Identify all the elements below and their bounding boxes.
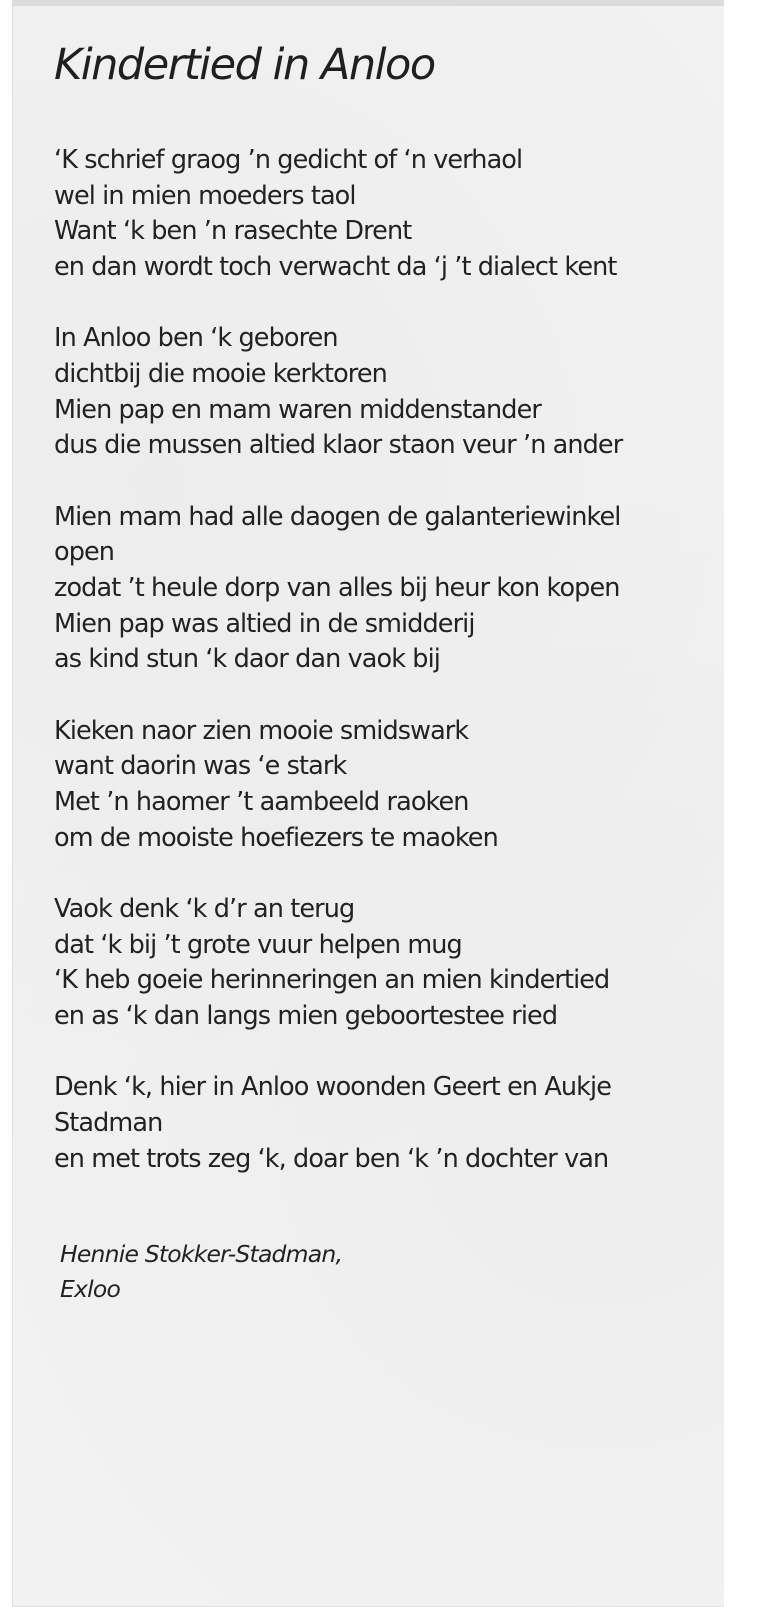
poem-line: want daorin was ‘e stark	[54, 751, 347, 782]
poem-line: en as ‘k dan langs mien geboortestee ried	[54, 1000, 558, 1031]
poem-line: ‘K schrief graog ’n gedicht of ‘n verhaol	[54, 145, 523, 175]
poem-line: Mien pap en mam waren middenstander	[54, 394, 541, 425]
author-place: Exloo	[60, 1275, 121, 1303]
poem-title: Kindertied in Anloo	[54, 40, 435, 90]
author-name: Hennie Stokker-Stadman,	[60, 1240, 343, 1268]
poem-line: Denk ‘k, hier in Anloo woonden Geert en Aukje	[54, 1072, 612, 1103]
poem-body	[54, 143, 734, 1213]
top-rule	[12, 0, 746, 6]
poem-line: dus die mussen altied klaor staon veur ’n ander	[54, 430, 623, 461]
stanza	[54, 714, 734, 856]
poem-line: Kieken naor zien mooie smidswark	[54, 715, 469, 746]
poem-line: Mien mam had alle daogen de galanteriewinkel	[54, 501, 621, 532]
stanza	[54, 143, 734, 285]
stanza	[54, 1070, 734, 1177]
poem-line: ‘K heb goeie herinneringen an mien kindertied	[54, 965, 610, 996]
poem-line: dat ‘k bij ’t grote vuur helpen mug	[54, 929, 462, 960]
poem-line: en dan wordt toch verwacht da ‘j ’t dialect kent	[54, 251, 617, 282]
author-signature	[60, 1237, 342, 1307]
newspaper-clipping	[12, 0, 746, 1607]
poem-line: Want ‘k ben ’n rasechte Drent	[54, 216, 412, 247]
poem-line: zodat ’t heule dorp van alles bij heur kon kopen	[54, 572, 620, 603]
stanza	[54, 500, 734, 678]
stanza	[54, 321, 734, 463]
poem-line: dichtbij die mooie kerktoren	[54, 358, 387, 389]
poem-line: en met trots zeg ‘k, doar ben ‘k ’n dochter van	[54, 1143, 609, 1174]
poem-line: as kind stun ‘k daor dan vaok bij	[54, 644, 440, 675]
poem-line: Stadman	[54, 1108, 163, 1139]
poem-line: om de mooiste hoefiezers te maoken	[54, 822, 498, 853]
stanza	[54, 892, 734, 1034]
poem-line: wel in mien moeders taol	[54, 180, 356, 211]
poem-line: In Anloo ben ‘k geboren	[54, 323, 338, 354]
poem-line: Mien pap was altied in de smidderij	[54, 608, 475, 639]
poem-line: open	[54, 537, 115, 568]
poem-line: Met ’n haomer ’t aambeeld raoken	[54, 786, 469, 817]
poem-line: Vaok denk ‘k d’r an terug	[54, 894, 355, 925]
